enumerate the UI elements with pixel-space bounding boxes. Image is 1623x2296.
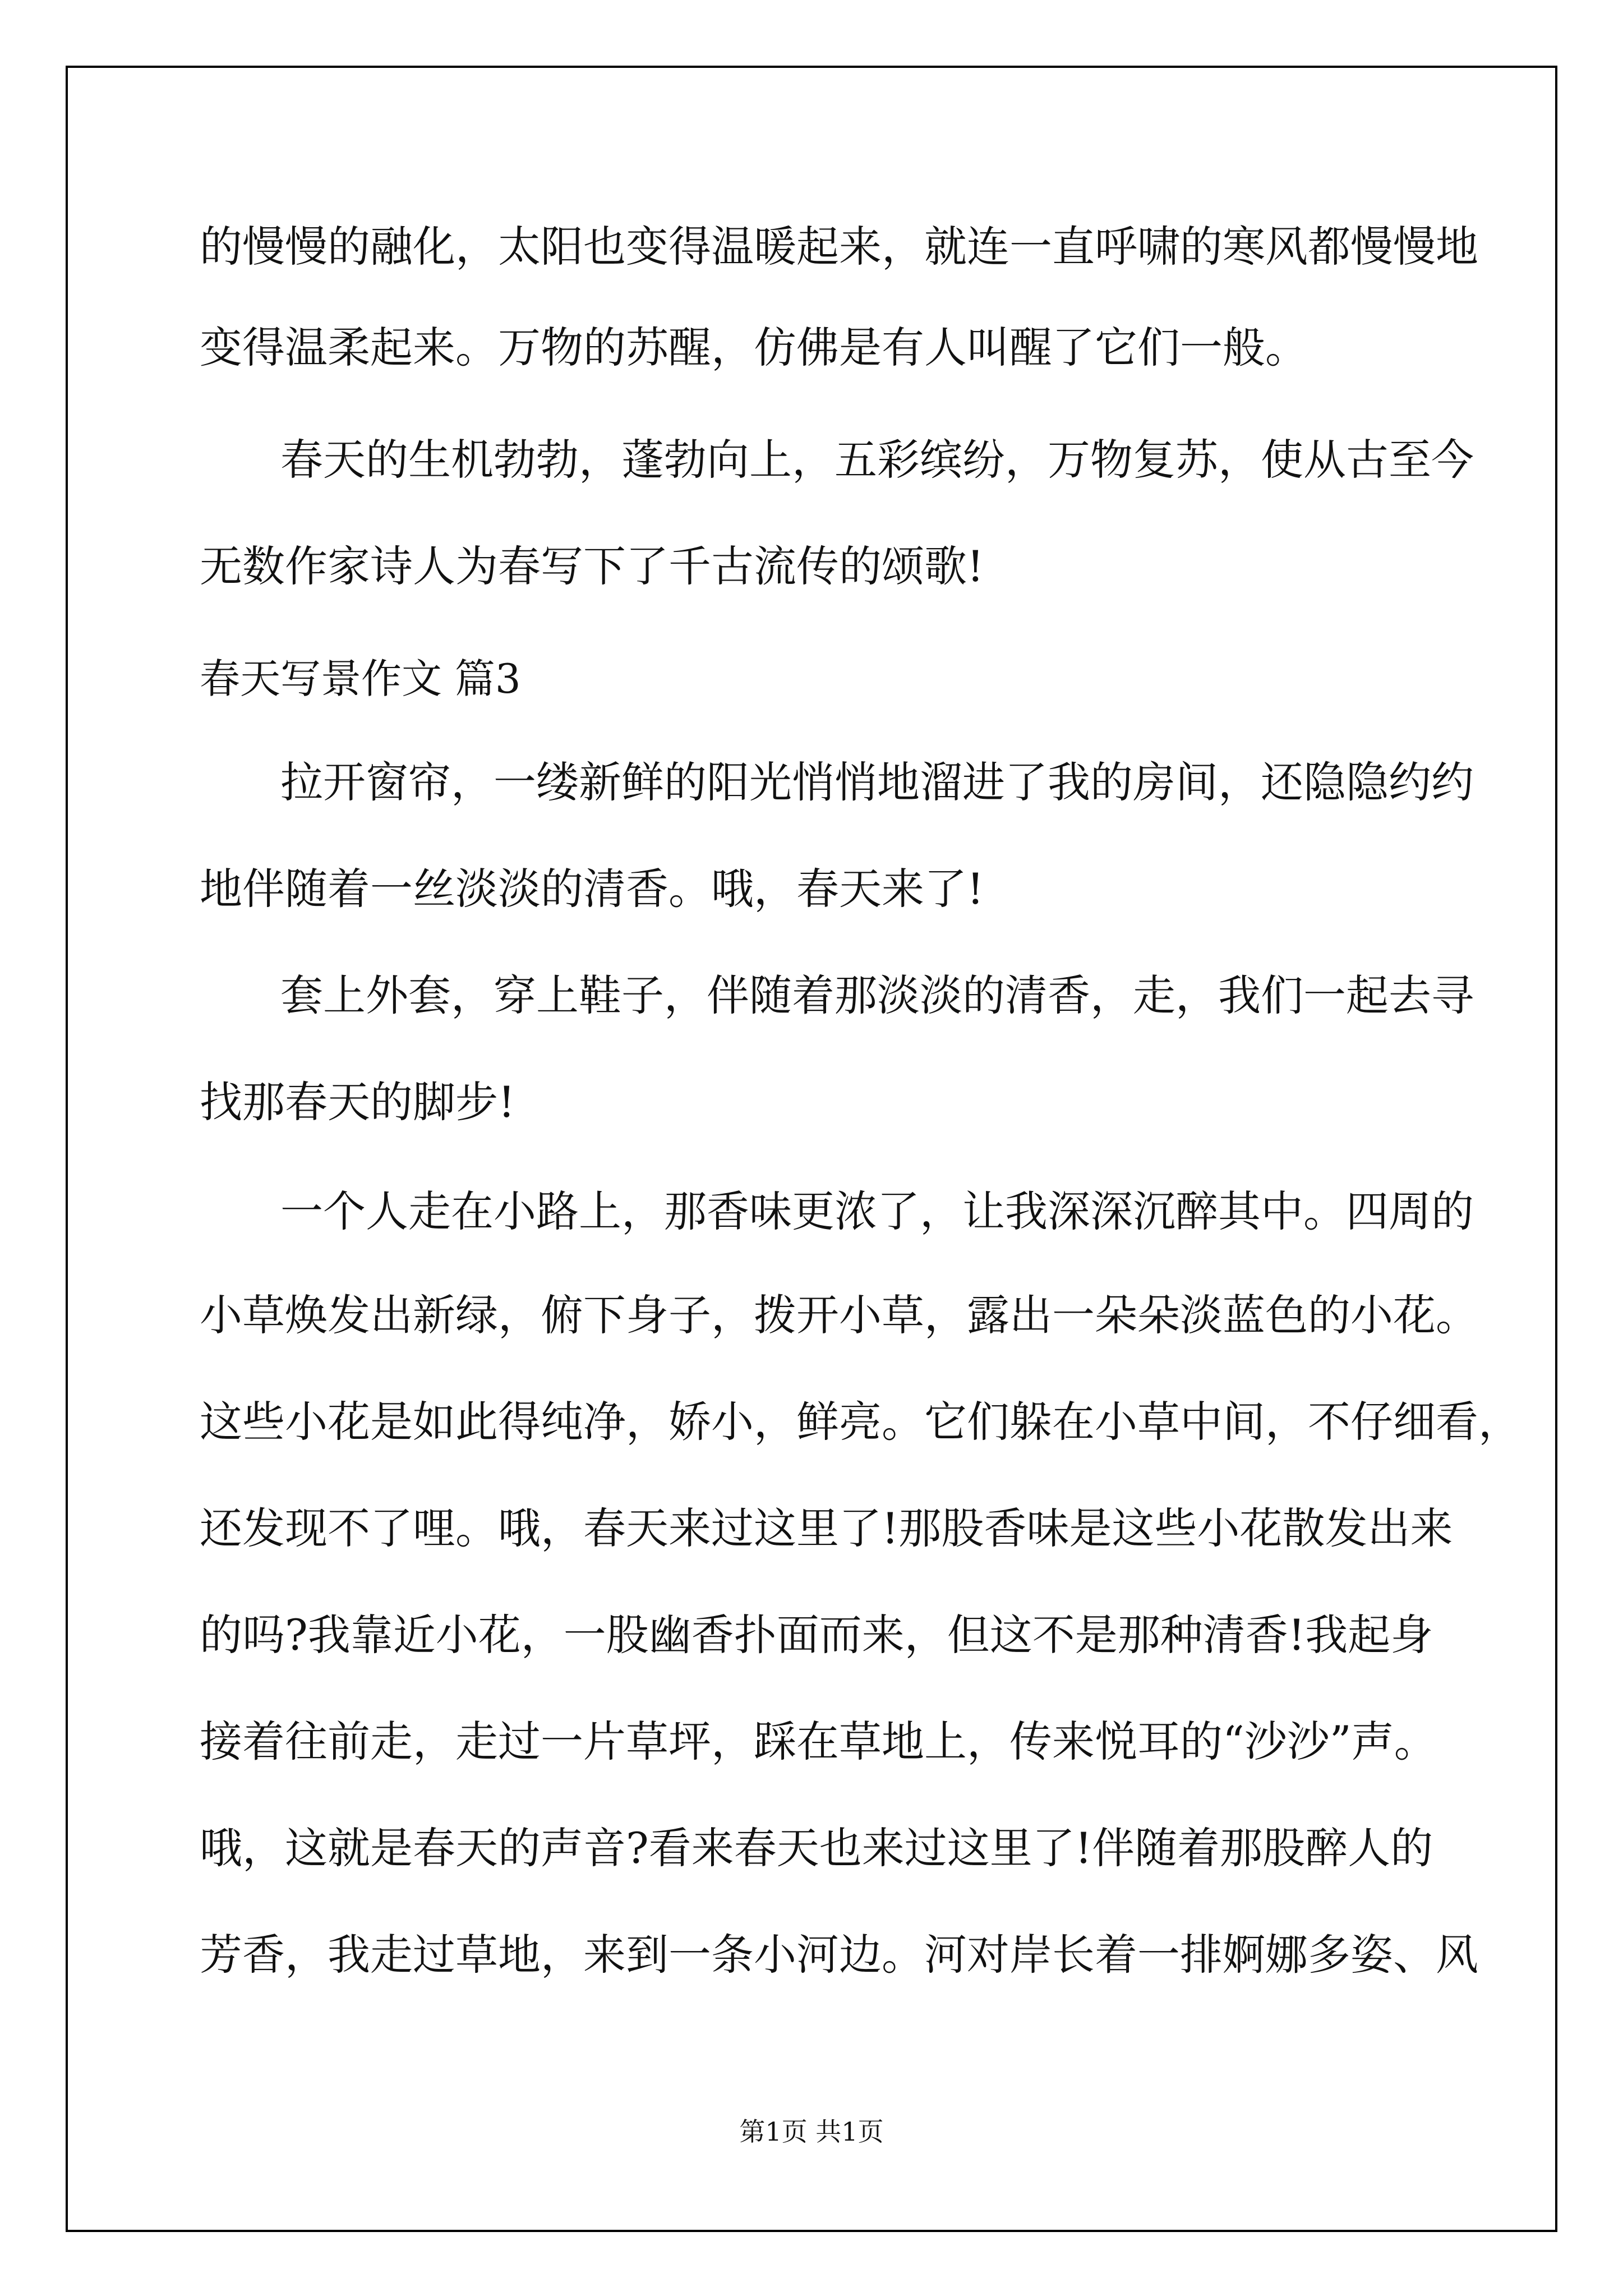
text-line-10: 一个人走在小路上，那香味更浓了，让我深深沉醉其中。四周的 <box>280 1186 1474 1236</box>
text-line-2: 变得温柔起来。万物的苏醒，仿佛是有人叫醒了它们一般。 <box>200 323 1308 372</box>
page-footer: 第1页 共1页 <box>739 2116 884 2147</box>
page-border <box>66 66 1557 2232</box>
text-line-15: 接着往前走，走过一片草坪，踩在草地上，传来悦耳的“沙沙”声。 <box>200 1717 1437 1766</box>
text-line-17: 芳香，我走过草地，来到一条小河边。河对岸长着一排婀娜多姿、风 <box>200 1930 1478 1980</box>
text-line-16: 哦，这就是春天的声音?看来春天也来过这里了!伴随着那股醉人的 <box>200 1823 1433 1873</box>
text-line-6: 拉开窗帘，一缕新鲜的阳光悄悄地溜进了我的房间，还隐隐约约 <box>280 757 1474 807</box>
text-line-7: 地伴随着一丝淡淡的清香。哦，春天来了! <box>200 864 984 914</box>
text-line-3: 春天的生机勃勃，蓬勃向上，五彩缤纷，万物复苏，使从古至今 <box>280 435 1474 485</box>
text-line-1: 的慢慢的融化，太阳也变得温暖起来，就连一直呼啸的寒风都慢慢地 <box>200 222 1478 272</box>
text-line-12: 这些小花是如此得纯净，娇小，鲜亮。它们躲在小草中间，不仔细看， <box>200 1397 1521 1447</box>
text-line-9: 找那春天的脚步! <box>200 1077 515 1127</box>
text-line-4: 无数作家诗人为春写下了千古流传的颂歌! <box>200 541 984 591</box>
text-line-14: 的吗?我靠近小花，一股幽香扑面而来，但这不是那种清香!我起身 <box>200 1610 1433 1660</box>
text-line-11: 小草焕发出新绿，俯下身子，拨开小草，露出一朵朵淡蓝色的小花。 <box>200 1290 1478 1340</box>
text-line-8: 套上外套，穿上鞋子，伴随着那淡淡的清香，走，我们一起去寻 <box>280 970 1474 1020</box>
text-line-13: 还发现不了哩。哦，春天来过这里了!那股香味是这些小花散发出来 <box>200 1503 1453 1553</box>
section-heading: 春天写景作文 篇3 <box>200 655 521 702</box>
